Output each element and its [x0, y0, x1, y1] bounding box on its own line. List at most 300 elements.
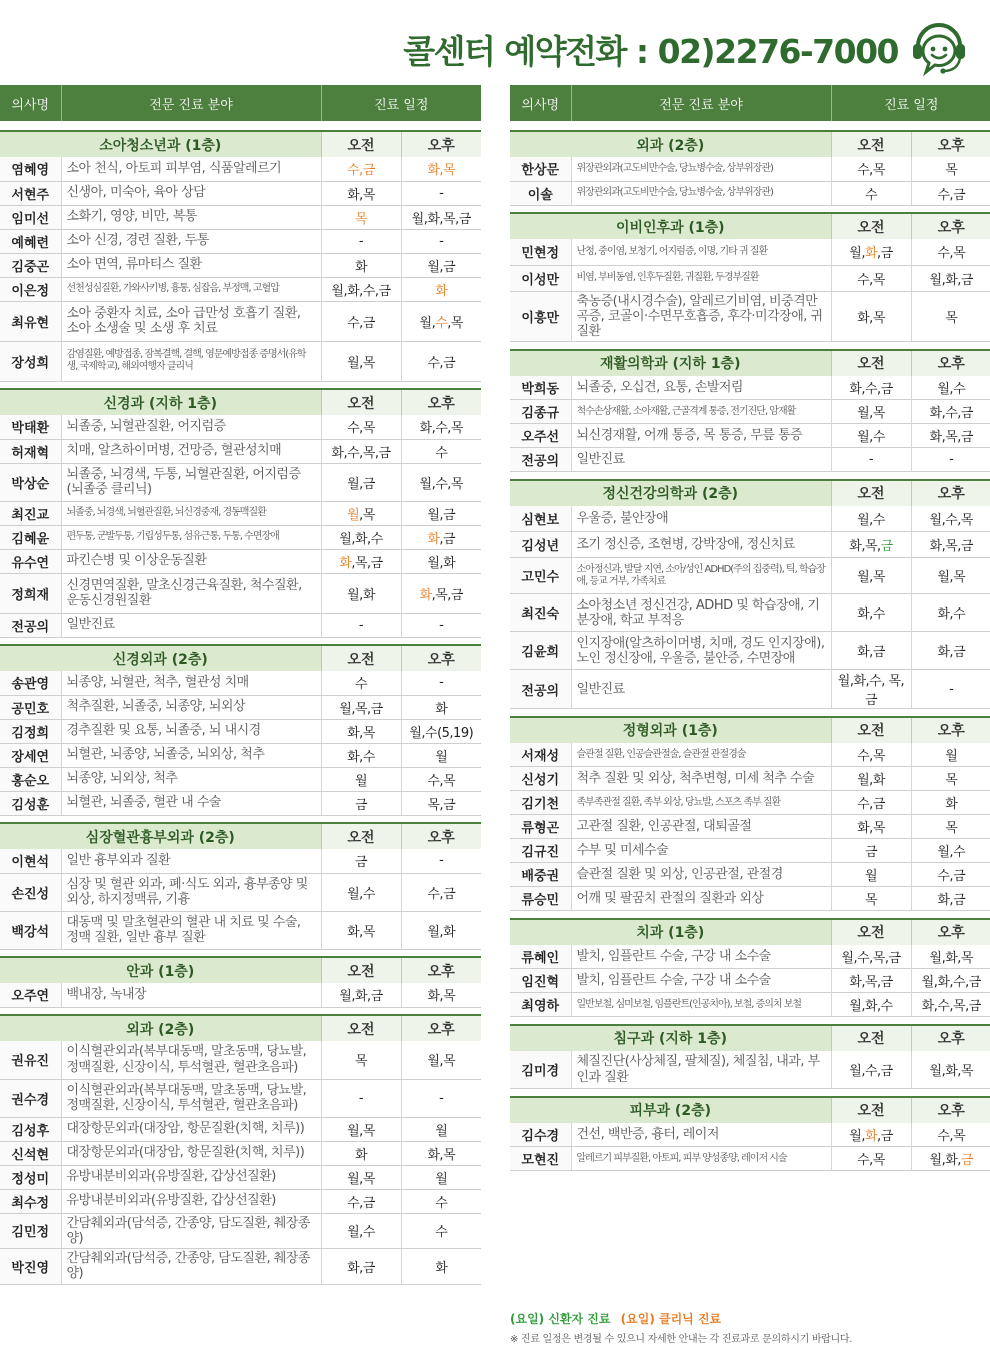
schedule-days: 수,금 — [427, 355, 456, 371]
doctor-row — [510, 181, 990, 205]
department-header — [510, 350, 990, 376]
am-schedule — [321, 1249, 401, 1285]
doctor-specialty: 대동맥 및 말초혈관의 혈관 내 치료 및 수술, 정맥 질환, 일반 흉부 질환 — [61, 911, 321, 949]
am-schedule — [321, 767, 401, 791]
doctor-specialty: 우울증, 불안장애 — [571, 506, 831, 532]
am-schedule — [321, 253, 401, 277]
am-label: 오전 — [321, 957, 401, 983]
doctor-specialty: 뇌졸중, 오십견, 요통, 손발저림 — [571, 376, 831, 400]
am-schedule — [831, 767, 911, 791]
doctor-row — [0, 1117, 481, 1141]
doctor-row — [510, 815, 990, 839]
am-schedule — [321, 983, 401, 1007]
doctor-specialty: 대장항문외과(대장암, 항문질환(치핵, 치루)) — [61, 1117, 321, 1141]
pm-label: 오후 — [911, 717, 990, 743]
schedule-days: 월,목 — [347, 355, 375, 371]
pm-schedule — [401, 525, 481, 549]
doctor-row — [0, 341, 481, 381]
pm-schedule — [911, 815, 990, 839]
schedule-days: 화,금 — [937, 893, 966, 909]
doctor-row — [0, 1079, 481, 1117]
am-schedule — [321, 501, 401, 525]
schedule-days: 월 — [347, 507, 360, 523]
pm-schedule — [401, 767, 481, 791]
doctor-specialty: 뇌졸중, 뇌경색, 두통, 뇌혈관질환, 어지럼증(뇌졸중 클리닉) — [61, 463, 321, 501]
header-schedule: 진료 일정 — [831, 85, 990, 121]
pm-schedule — [911, 743, 990, 767]
doctor-specialty: 소화기, 영양, 비만, 복통 — [61, 205, 321, 229]
doctor-name: 임미선 — [0, 205, 61, 229]
doctor-name: 송관영 — [0, 671, 61, 695]
am-schedule — [321, 719, 401, 743]
department-name: 외과 (2층) — [510, 131, 831, 157]
schedule-days: 월,수,목 — [419, 476, 463, 492]
am-label: 오전 — [321, 1015, 401, 1041]
doctor-row — [510, 1051, 990, 1089]
doctor-specialty: 수부 및 미세수술 — [571, 839, 831, 863]
schedule-days: 월,수 — [857, 513, 885, 529]
am-schedule — [321, 911, 401, 949]
pm-schedule — [401, 911, 481, 949]
doctor-specialty: 소아청소년 정신건강, ADHD 및 학습장애, 기분장애, 학교 부적응 — [571, 594, 831, 632]
pm-schedule — [911, 448, 990, 472]
schedule-days: 화,목 — [427, 989, 456, 1005]
doctor-specialty: 뇌졸중, 뇌혈관질환, 어지럼증 — [61, 415, 321, 439]
doctor-specialty: 족부족관절 질환, 족부 외상, 당뇨발, 스포츠 족부 질환 — [571, 791, 831, 815]
doctor-name: 이성만 — [510, 265, 571, 291]
doctor-row — [0, 791, 481, 815]
doctor-specialty: 뇌종양, 뇌혈관, 척추, 혈관성 치매 — [61, 671, 321, 695]
am-schedule — [321, 613, 401, 637]
doctor-row — [510, 1147, 990, 1171]
schedule-days: 화,목 — [347, 725, 375, 741]
doctor-row — [0, 277, 481, 301]
doctor-specialty: 뇌혈관, 뇌졸중, 혈관 내 수술 — [61, 791, 321, 815]
schedule-days: - — [949, 681, 954, 697]
doctor-name: 염혜영 — [0, 157, 61, 181]
am-schedule — [831, 594, 911, 632]
schedule-days: 월,화,수 — [339, 531, 383, 547]
left-schedule-column — [0, 85, 481, 1285]
doctor-name: 손진성 — [0, 873, 61, 911]
am-schedule — [321, 1041, 401, 1079]
doctor-name: 신석현 — [0, 1141, 61, 1165]
schedule-days: 월,목 — [347, 1123, 375, 1139]
am-schedule — [831, 791, 911, 815]
am-schedule — [831, 815, 911, 839]
doctor-specialty: 슬관절 질환 및 외상, 인공관절, 관절경 — [571, 863, 831, 887]
doctor-row — [510, 767, 990, 791]
am-schedule — [321, 849, 401, 873]
pm-schedule — [401, 873, 481, 911]
table-header — [0, 85, 481, 121]
schedule-days: 월,수 — [347, 886, 375, 902]
doctor-name: 이은정 — [0, 277, 61, 301]
pm-label: 오후 — [911, 350, 990, 376]
doctor-row — [510, 969, 990, 993]
schedule-days: 화,금 — [937, 645, 966, 661]
schedule-days: 수,목 — [347, 421, 375, 437]
pm-schedule — [401, 791, 481, 815]
doctor-row — [510, 239, 990, 265]
doctor-name: 최진숙 — [510, 594, 571, 632]
pm-schedule — [911, 157, 990, 181]
department-header — [0, 645, 481, 671]
schedule-days: 월,수,목 — [929, 513, 973, 529]
pm-schedule — [911, 1051, 990, 1089]
am-schedule — [321, 791, 401, 815]
legend-new-patient: (요일) 신환자 진료 — [510, 1312, 611, 1326]
doctor-specialty: 백내장, 녹내장 — [61, 983, 321, 1007]
doctor-name: 전공의 — [510, 448, 571, 472]
schedule-days: 화 — [427, 531, 440, 547]
am-schedule — [831, 743, 911, 767]
schedule-days: 월,목 — [347, 1171, 375, 1187]
schedule-days: 화,수,금 — [849, 382, 893, 398]
doctor-name: 허재혁 — [0, 439, 61, 463]
doctor-specialty: 일반 흉부외과 질환 — [61, 849, 321, 873]
am-schedule — [321, 1141, 401, 1165]
pm-schedule — [401, 229, 481, 253]
doctor-name: 박상순 — [0, 463, 61, 501]
doctor-name: 서재성 — [510, 743, 571, 767]
am-schedule — [831, 265, 911, 291]
doctor-row — [0, 767, 481, 791]
pm-schedule — [911, 506, 990, 532]
doctor-specialty: 일반진료 — [61, 613, 321, 637]
doctor-row — [510, 424, 990, 448]
doctor-row — [0, 573, 481, 613]
doctor-row — [510, 670, 990, 709]
am-schedule — [321, 439, 401, 463]
department-header — [0, 1015, 481, 1041]
pm-schedule — [401, 983, 481, 1007]
schedule-days: 월,금 — [347, 476, 375, 492]
schedule-days: 월,목,금 — [339, 701, 383, 717]
doctor-name: 김미경 — [510, 1051, 571, 1089]
doctor-specialty: 뇌신경재활, 어깨 통증, 목 통증, 무릎 통증 — [571, 424, 831, 448]
am-schedule — [831, 1051, 911, 1089]
doctor-name: 고민수 — [510, 558, 571, 594]
doctor-specialty: 경추질환 및 요통, 뇌졸중, 뇌 내시경 — [61, 719, 321, 743]
am-label: 오전 — [321, 131, 401, 157]
doctor-name: 박진영 — [0, 1249, 61, 1285]
doctor-name: 김성훈 — [0, 791, 61, 815]
department-header — [0, 131, 481, 157]
am-schedule — [831, 945, 911, 969]
schedule-days: 월,수 — [937, 382, 966, 398]
schedule-days: 수,목 — [857, 1153, 885, 1169]
am-schedule — [321, 1165, 401, 1189]
doctor-name: 서현주 — [0, 181, 61, 205]
schedule-days: 화 — [435, 283, 448, 299]
doctor-specialty: 난청, 중이염, 보청기, 어지럼증, 이명, 기타 귀 질환 — [571, 239, 831, 265]
am-schedule — [321, 671, 401, 695]
doctor-row — [0, 719, 481, 743]
schedule-days: 월,수 — [937, 845, 966, 861]
pm-label: 오후 — [401, 131, 481, 157]
doctor-name: 김기천 — [510, 791, 571, 815]
pm-schedule — [401, 181, 481, 205]
am-schedule — [831, 1147, 911, 1171]
am-label: 오전 — [831, 717, 911, 743]
doctor-name: 예혜련 — [0, 229, 61, 253]
schedule-days: 화,금 — [347, 1260, 375, 1276]
am-schedule — [321, 695, 401, 719]
table-header — [510, 85, 990, 121]
schedule-days: 수 — [435, 1225, 448, 1241]
schedule-days: 수,금 — [347, 315, 375, 331]
department-header — [0, 957, 481, 983]
schedule-days: 화,목 — [347, 924, 375, 940]
doctor-row — [0, 525, 481, 549]
schedule-days: 월,수 — [347, 1225, 375, 1241]
doctor-name: 모현진 — [510, 1147, 571, 1171]
schedule-days: ,목 — [447, 315, 463, 331]
schedule-days: 수 — [435, 315, 448, 331]
doctor-specialty: 일반보철, 심미보철, 임플란트(인공치아), 보철, 증의치 보철 — [571, 993, 831, 1017]
doctor-specialty: 비염, 부비동염, 인후두질환, 귀질환, 두경부질환 — [571, 265, 831, 291]
doctor-name: 배중권 — [510, 863, 571, 887]
am-label: 오전 — [831, 350, 911, 376]
pm-schedule — [401, 573, 481, 613]
schedule-days: ,목 — [359, 507, 375, 523]
department-name: 안과 (1층) — [0, 957, 321, 983]
doctor-name: 김윤희 — [510, 632, 571, 670]
doctor-specialty: 소아 신경, 경련 질환, 두통 — [61, 229, 321, 253]
pm-schedule — [911, 767, 990, 791]
doctor-row — [0, 1249, 481, 1285]
pm-schedule — [401, 719, 481, 743]
schedule-days: 화,금 — [857, 645, 885, 661]
schedule-days: 화,수 — [347, 749, 375, 765]
schedule-days: 수,금 — [347, 163, 375, 179]
schedule-days: 월,화,목,금 — [411, 211, 471, 227]
doctor-row — [0, 439, 481, 463]
pm-label: 오후 — [911, 1025, 990, 1051]
department-header — [510, 213, 990, 239]
schedule-days: ,금 — [877, 1129, 893, 1145]
doctor-name: 전공의 — [0, 613, 61, 637]
schedule-days: - — [439, 675, 444, 691]
doctor-specialty: 뇌졸중, 뇌경색, 뇌혈관질환, 뇌신경중재, 경동맥질환 — [61, 501, 321, 525]
pm-schedule — [911, 181, 990, 205]
doctor-specialty: 소아정신과, 발달 지연, 소아/성인 ADHD(주의 집중력), 틱, 학습장애, 등교 거부, 가족치료 — [571, 558, 831, 594]
legend-clinic: (요일) 클리닉 진료 — [620, 1312, 722, 1326]
pm-label: 오후 — [911, 919, 990, 945]
schedule-days: 수 — [435, 445, 448, 461]
pm-schedule — [401, 301, 481, 341]
doctor-specialty: 선천성심질환, 가와사키병, 흉통, 심잡음, 부정맥, 고혈압 — [61, 277, 321, 301]
doctor-row — [510, 448, 990, 472]
doctor-name: 신성기 — [510, 767, 571, 791]
doctor-specialty: 위장관외과(고도비만수술, 당뇨병수술, 상부위장관) — [571, 157, 831, 181]
schedule-days: 화,목, — [849, 539, 881, 555]
schedule-days: 수,금 — [937, 187, 966, 203]
schedule-days: 목 — [864, 893, 878, 909]
schedule-days: 목,금 — [427, 797, 456, 813]
am-schedule — [321, 549, 401, 573]
doctor-name: 박희동 — [510, 376, 571, 400]
doctor-name: 오주연 — [0, 983, 61, 1007]
doctor-name: 김성년 — [510, 532, 571, 558]
doctor-specialty: 신생아, 미숙아, 육아 상담 — [61, 181, 321, 205]
pm-schedule — [911, 993, 990, 1017]
am-schedule — [831, 1123, 911, 1147]
am-schedule — [831, 506, 911, 532]
am-schedule — [831, 448, 911, 472]
am-schedule — [321, 301, 401, 341]
doctor-specialty: 축농증(내시경수술), 알레르기비염, 비중격만곡증, 코골이·수면무호흡증, 후각·미각장애, 귀질환 — [571, 291, 831, 342]
am-label: 오전 — [831, 1097, 911, 1123]
doctor-row — [0, 1189, 481, 1213]
doctor-name: 한상문 — [510, 157, 571, 181]
am-schedule — [321, 157, 401, 181]
schedule-days: 월,화,수 — [849, 999, 893, 1015]
doctor-name: 김규진 — [510, 839, 571, 863]
schedule-days: 화,수,목 — [419, 421, 463, 437]
am-schedule — [321, 525, 401, 549]
doctor-name: 류승민 — [510, 887, 571, 911]
doctor-row — [510, 376, 990, 400]
pm-schedule — [401, 613, 481, 637]
pm-schedule — [401, 549, 481, 573]
doctor-specialty: 유방내분비외과(유방질환, 갑상선질환) — [61, 1189, 321, 1213]
schedule-days: 수,금 — [937, 869, 966, 885]
department-name: 심장혈관흉부외과 (2층) — [0, 823, 321, 849]
schedule-days: 수,목 — [937, 1129, 966, 1145]
doctor-specialty: 일반진료 — [571, 448, 831, 472]
pm-schedule — [911, 670, 990, 709]
doctor-name: 권수경 — [0, 1079, 61, 1117]
pm-schedule — [911, 594, 990, 632]
am-label: 오전 — [321, 645, 401, 671]
pm-label: 오후 — [401, 823, 481, 849]
schedule-days: 화,목,금 — [849, 975, 893, 991]
department-name: 소아청소년과 (1층) — [0, 131, 321, 157]
doctor-name: 박태환 — [0, 415, 61, 439]
schedule-days: 월,화,목 — [929, 1064, 973, 1080]
pm-schedule — [401, 671, 481, 695]
header-schedule: 진료 일정 — [321, 85, 481, 121]
header-specialty: 전문 진료 분야 — [61, 85, 321, 121]
schedule-days: 월,목 — [427, 1054, 456, 1070]
doctor-specialty: 척추질환, 뇌졸중, 뇌종양, 뇌외상 — [61, 695, 321, 719]
schedule-days: 수,목 — [857, 163, 885, 179]
pm-schedule — [401, 253, 481, 277]
schedule-days: 월,화,수,금 — [921, 975, 981, 991]
department-header — [510, 717, 990, 743]
doctor-name: 김정희 — [0, 719, 61, 743]
schedule-days: 화 — [435, 1260, 448, 1276]
schedule-days: 수 — [864, 187, 878, 203]
doctor-name: 유수연 — [0, 549, 61, 573]
schedule-days: - — [358, 1090, 364, 1106]
doctor-row — [510, 506, 990, 532]
call-center-banner — [403, 14, 990, 84]
department-header — [510, 919, 990, 945]
doctor-specialty: 간담췌외과(담석증, 간종양, 담도질환, 췌장종양) — [61, 1213, 321, 1249]
am-schedule — [321, 181, 401, 205]
am-schedule — [831, 400, 911, 424]
doctor-name: 최수정 — [0, 1189, 61, 1213]
schedule-days: - — [868, 452, 874, 468]
doctor-name: 장성희 — [0, 341, 61, 381]
schedule-days: 금 — [960, 1153, 973, 1169]
doctor-row — [510, 157, 990, 181]
doctor-specialty: 심장 및 혈관 외과, 폐·식도 외과, 흉부종양 및 외상, 하지정맥류, 기흉 — [61, 873, 321, 911]
doctor-specialty: 일반진료 — [571, 670, 831, 709]
schedule-days: 화,목 — [427, 1147, 456, 1163]
doctor-row — [0, 1213, 481, 1249]
doctor-row — [0, 1141, 481, 1165]
pm-schedule — [911, 532, 990, 558]
schedule-days: ,금 — [877, 246, 893, 262]
am-schedule — [321, 415, 401, 439]
schedule-days: - — [439, 233, 444, 249]
schedule-days: 화 — [354, 1147, 368, 1163]
doctor-row — [510, 743, 990, 767]
doctor-specialty: 인지장애(알츠하이머병, 치매, 경도 인지장애), 노인 정신장애, 우울증, 불안증, 수면장애 — [571, 632, 831, 670]
doctor-name: 김중곤 — [0, 253, 61, 277]
schedule-days: 수,목 — [937, 246, 966, 262]
pm-schedule — [401, 501, 481, 525]
doctor-specialty: 발치, 임플란트 수술, 구강 내 소수술 — [571, 969, 831, 993]
doctor-name: 심현보 — [510, 506, 571, 532]
am-schedule — [321, 873, 401, 911]
schedule-days: - — [439, 1090, 444, 1106]
schedule-days: 월,화,금 — [339, 989, 383, 1005]
doctor-row — [0, 671, 481, 695]
pm-schedule — [401, 1249, 481, 1285]
schedule-days: 월 — [945, 749, 958, 765]
doctor-specialty: 파킨슨병 및 이상운동질환 — [61, 549, 321, 573]
pm-schedule — [401, 695, 481, 719]
schedule-days: 화,수 — [857, 607, 885, 623]
schedule-days: 월 — [435, 1123, 448, 1139]
doctor-specialty: 알레르기 피부질환, 아토피, 피부 양성종양, 레이저 시술 — [571, 1147, 831, 1171]
doctor-row — [510, 632, 990, 670]
doctor-row — [0, 501, 481, 525]
schedule-days: 월,화, — [929, 1153, 961, 1169]
schedule-days: 화 — [945, 797, 958, 813]
am-schedule — [831, 863, 911, 887]
am-schedule — [831, 239, 911, 265]
department-header — [0, 389, 481, 415]
pm-schedule — [911, 945, 990, 969]
doctor-row — [0, 205, 481, 229]
doctor-specialty: 고관절 질환, 인공관절, 대퇴골절 — [571, 815, 831, 839]
am-schedule — [831, 887, 911, 911]
doctor-specialty: 소아 천식, 아토피 피부염, 식품알레르기 — [61, 157, 321, 181]
doctor-specialty: 치매, 알츠하이머병, 건망증, 혈관성치매 — [61, 439, 321, 463]
am-schedule — [831, 291, 911, 342]
schedule-days: - — [439, 185, 444, 201]
doctor-row — [510, 945, 990, 969]
schedule-days: 수,금 — [347, 1195, 375, 1211]
schedule-days: 목 — [945, 163, 958, 179]
am-schedule — [321, 277, 401, 301]
am-schedule — [321, 1213, 401, 1249]
schedule-days: 목 — [354, 1054, 368, 1070]
schedule-days: 금 — [354, 797, 368, 813]
doctor-specialty: 대장항문외과(대장암, 항문질환(치핵, 치루)) — [61, 1141, 321, 1165]
department-name: 침구과 (지하 1층) — [510, 1025, 831, 1051]
pm-schedule — [401, 157, 481, 181]
schedule-days: 목 — [354, 211, 368, 227]
schedule-days: 수,목 — [857, 272, 885, 288]
pm-label: 오후 — [911, 1097, 990, 1123]
